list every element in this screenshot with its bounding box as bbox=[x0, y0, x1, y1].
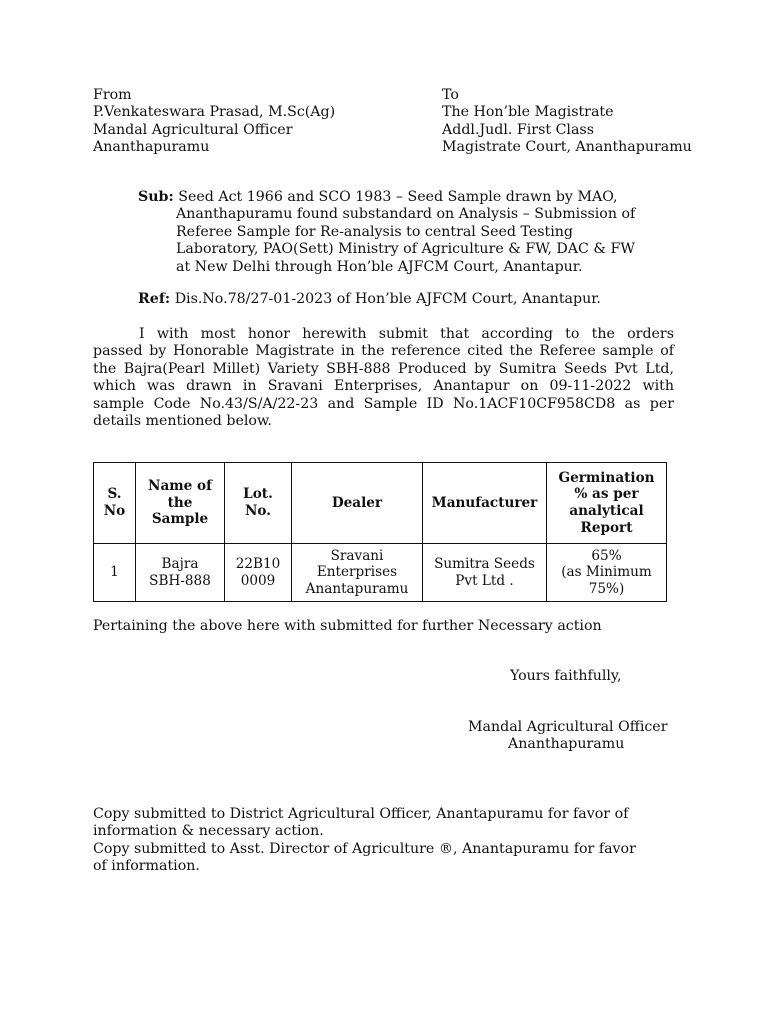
copy-line: information & necessary action. bbox=[93, 823, 324, 840]
cell-lot-no: 22B10 0009 bbox=[225, 544, 292, 602]
header-cell-lot-no: Lot. No. bbox=[225, 463, 292, 544]
closing-salutation: Yours faithfully, bbox=[510, 668, 622, 684]
header-cell-sno: S. No bbox=[94, 463, 136, 544]
copy-line: Copy submitted to District Agricultural Officer, Anantapuramu for favor of bbox=[93, 806, 629, 822]
recipient-line: Magistrate Court, Ananthapuramu bbox=[442, 139, 692, 156]
recipient-address bbox=[442, 87, 692, 157]
reference-text: Dis.No.78/27-01-2023 of Hon’ble AJFCM Court, Anantapur. bbox=[174, 291, 601, 307]
cell-dealer: Sravani Enterprises Anantapuramu bbox=[292, 544, 423, 602]
body-line: the Bajra(Pearl Millet) Variety SBH-888 Produced by Sumitra Seeds Pvt Ltd, bbox=[93, 360, 674, 377]
body-line: passed by Honorable Magistrate in the reference cited the Referee sample of bbox=[93, 343, 674, 360]
body-line: sample Code No.43/S/A/22-23 and Sample ID No.1ACF10CF958CD8 as per bbox=[93, 395, 674, 412]
cell-sno: 1 bbox=[94, 544, 136, 602]
recipient-line: Addl.Judl. First Class bbox=[442, 121, 594, 138]
body-line: details mentioned below. bbox=[93, 412, 272, 429]
sender-address bbox=[93, 87, 335, 157]
signature-title: Mandal Agricultural Officer bbox=[468, 719, 668, 735]
sender-place: Ananthapuramu bbox=[93, 139, 210, 156]
from-heading: From bbox=[93, 87, 132, 103]
signature-place: Ananthapuramu bbox=[508, 736, 625, 752]
subject-line: Referee Sample for Re-analysis to central Seed Testing bbox=[176, 223, 573, 240]
subject-line: Seed Act 1966 and SCO 1983 – Seed Sample drawn by MAO, bbox=[178, 189, 618, 205]
to-heading: To bbox=[442, 87, 459, 103]
recipient-line: The Hon’ble Magistrate bbox=[442, 104, 614, 121]
subject-line: at New Delhi through Hon’ble AJFCM Court, Anantapur. bbox=[176, 258, 583, 275]
body-line: which was drawn in Sravani Enterprises, Anantapur on 09-11-2022 with bbox=[93, 378, 674, 395]
copy-to-section bbox=[93, 806, 673, 876]
subject bbox=[138, 189, 678, 276]
sender-name: P.Venkateswara Prasad, M.Sc(Ag) bbox=[93, 104, 336, 121]
subject-line: Ananthapuramu found substandard on Analysis – Submission of bbox=[176, 206, 636, 223]
sender-designation: Mandal Agricultural Officer bbox=[93, 121, 293, 138]
reference-label: Ref: bbox=[138, 291, 171, 307]
header-cell-sample-name: Name of the Sample bbox=[136, 463, 225, 544]
table-row bbox=[94, 544, 667, 602]
body-line: I with most honor herewith submit that according to the orders bbox=[139, 326, 674, 342]
subject-label: Sub: bbox=[138, 189, 174, 205]
cell-sample-name: Bajra SBH-888 bbox=[136, 544, 225, 602]
subject-line: Laboratory, PAO(Sett) Ministry of Agriculture & FW, DAC & FW bbox=[176, 241, 635, 258]
reference bbox=[138, 291, 601, 308]
body-paragraph bbox=[93, 326, 674, 430]
copy-line: Copy submitted to Asst. Director of Agriculture ®, Anantapuramu for favor bbox=[93, 840, 636, 857]
header-cell-dealer: Dealer bbox=[292, 463, 423, 544]
table-header-row bbox=[94, 463, 667, 544]
sample-details-table bbox=[93, 462, 667, 602]
pertaining-line: Pertaining the above here with submitted for further Necessary action bbox=[93, 618, 602, 634]
cell-manufacturer: Sumitra Seeds Pvt Ltd . bbox=[423, 544, 547, 602]
cell-germination: 65% (as Minimum 75%) bbox=[547, 544, 667, 602]
header-cell-manufacturer: Manufacturer bbox=[423, 463, 547, 544]
copy-line: of information. bbox=[93, 858, 200, 875]
header-cell-germination: Germination % as per analytical Report bbox=[547, 463, 667, 544]
